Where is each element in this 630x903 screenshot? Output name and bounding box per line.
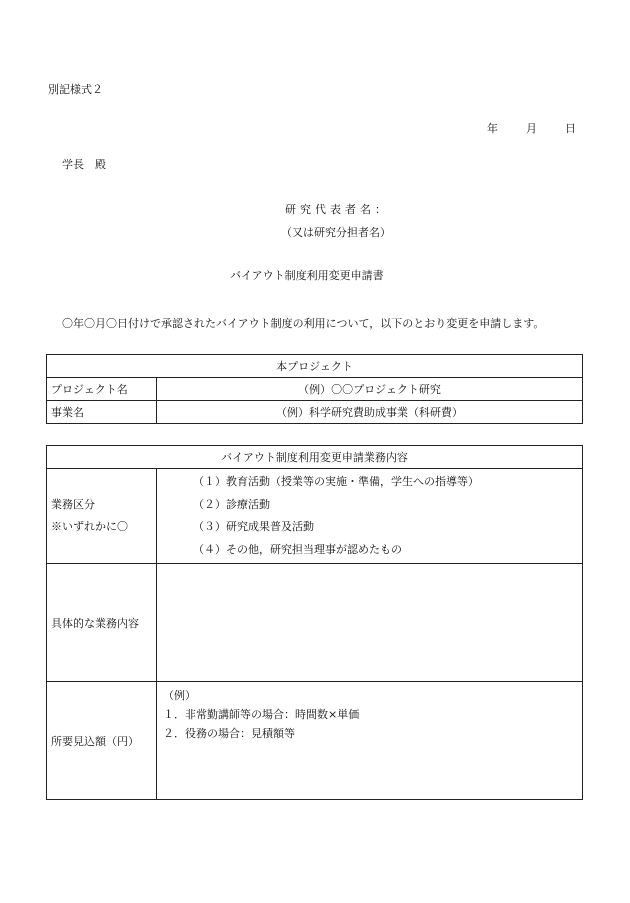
category-option[interactable]: （４）その他，研究担当理事が認めたもの bbox=[193, 542, 402, 556]
table-row bbox=[47, 564, 583, 682]
table-header-row bbox=[47, 355, 583, 378]
category-label-cell bbox=[47, 469, 157, 564]
project-table bbox=[46, 354, 583, 424]
category-note: ※いずれかに〇 bbox=[51, 520, 128, 533]
cost-note: ２．役務の場合：見積額等 bbox=[163, 727, 295, 740]
cost-field[interactable] bbox=[157, 682, 583, 800]
category-option[interactable]: （３）研究成果普及活動 bbox=[193, 520, 314, 533]
representative-name-label: 研究代表者名： bbox=[285, 203, 390, 216]
form-id: 別記様式２ bbox=[48, 83, 103, 96]
representative-alt-label: （又は研究分担者名） bbox=[281, 226, 391, 239]
table-row bbox=[47, 401, 583, 424]
cost-note: １．非常勤講師等の場合：時間数×単価 bbox=[163, 708, 360, 721]
date-year: 年 bbox=[487, 122, 498, 135]
table-row bbox=[47, 378, 583, 401]
category-option[interactable]: （２）診療活動 bbox=[193, 497, 270, 511]
date-day: 日 bbox=[565, 122, 576, 135]
table-header-row bbox=[47, 446, 583, 469]
details-field[interactable] bbox=[157, 564, 583, 682]
change-table-header: バイアウト制度利用変更申請業務内容 bbox=[47, 446, 583, 469]
date-line bbox=[487, 120, 576, 136]
project-name-label: プロジェクト名 bbox=[47, 378, 157, 401]
project-table-header: 本プロジェクト bbox=[47, 355, 583, 378]
change-table bbox=[46, 445, 583, 800]
addressee: 学長 殿 bbox=[62, 158, 106, 171]
date-month: 月 bbox=[526, 122, 537, 135]
category-options bbox=[157, 469, 583, 564]
category-label: 業務区分 bbox=[51, 498, 95, 511]
cost-note: （例） bbox=[163, 689, 196, 702]
project-name-value[interactable]: （例）〇〇プロジェクト研究 bbox=[157, 378, 583, 401]
program-name-label: 事業名 bbox=[47, 401, 157, 424]
details-label: 具体的な業務内容 bbox=[47, 564, 157, 682]
category-option[interactable]: （１）教育活動（授業等の実施・準備，学生への指導等） bbox=[193, 475, 479, 488]
document-title: バイアウト制度利用変更申請書 bbox=[230, 269, 384, 282]
body-text: 〇年〇月〇日付けで承認されたバイアウト制度の利用について，以下のとおり変更を申請します。 bbox=[62, 317, 545, 330]
table-row bbox=[47, 469, 583, 564]
table-row bbox=[47, 682, 583, 800]
program-name-value[interactable]: （例）科学研究費助成事業（科研費） bbox=[157, 401, 583, 424]
cost-label: 所要見込額（円） bbox=[47, 682, 157, 800]
